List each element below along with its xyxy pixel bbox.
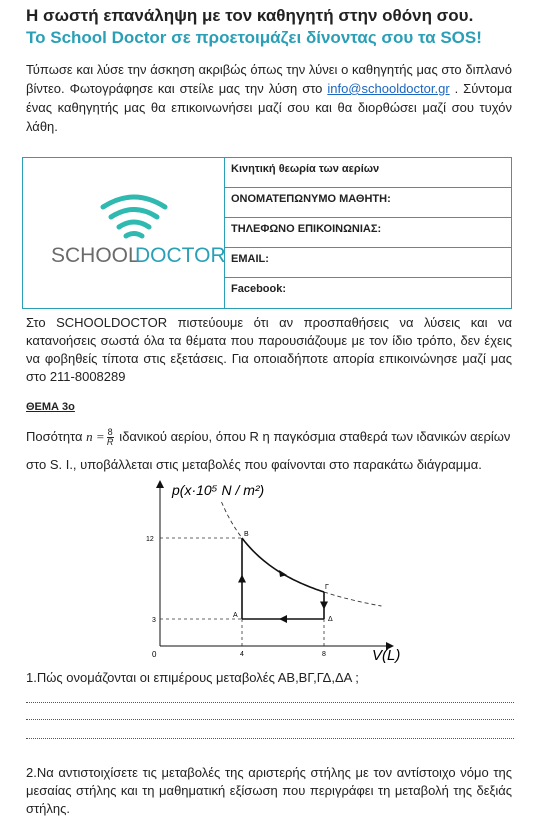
x-tick-label-4: 4 (240, 651, 244, 658)
logo-word-doctor: DOCTOR (135, 244, 226, 267)
problem-text-after: ιδανικού αερίου, όπου R η παγκόσμια σταθερά των ιδανικών αερίων (115, 429, 511, 444)
point-label-a: A (233, 612, 238, 619)
question-1: 1.Πώς ονομάζονται οι επιμέρους μεταβολές ΑΒ,ΒΓ,ΓΔ,ΔΑ ; (26, 670, 359, 685)
intro-text-after: . Σύντομα ένας καθηγητής μας θα επικοινωνήσει μαζί σου και θα διορθώσει μαζί σου τυχόν λάθη. (26, 81, 512, 134)
answer-line-1[interactable] (26, 702, 514, 703)
logo-word-school: SCHOOL (51, 244, 140, 267)
problem-line-2: στο S. I., υποβάλλεται στις μεταβολές που φαίνονται στο παρακάτω διάγραμμα. (26, 457, 482, 472)
intro-paragraph (26, 60, 512, 136)
origin-label: 0 (152, 650, 157, 659)
fraction-denominator: R (106, 437, 114, 448)
intro-text-before: Τύπωσε και λύσε την άσκηση ακριβώς όπως την λύνει ο καθηγητής μας στο διπλανό βίντεο. Φωτογράφησε και στείλε μας την λύση στο (26, 62, 512, 96)
header-title: Η σωστή επανάληψη με τον καθηγητή στην οθόνη σου. (26, 6, 474, 25)
fraction (107, 428, 114, 447)
fraction-numerator: 8 (107, 427, 113, 438)
isotherm-extension-right (324, 592, 381, 606)
pv-diagram (146, 474, 410, 669)
info-card (22, 157, 512, 309)
y-tick-label-12: 12 (146, 536, 154, 543)
field-facebook[interactable]: Facebook: (231, 283, 287, 295)
chart-marks (146, 502, 381, 658)
field-student-name[interactable]: ΟΝΟΜΑΤΕΠΩΝΥΜΟ ΜΑΘΗΤΗ: (225, 188, 511, 218)
n-symbol: n = (86, 429, 105, 444)
field-email[interactable]: EMAIL: (225, 248, 511, 278)
belief-paragraph: Στο SCHOOLDOCTOR πιστεύουμε ότι αν προσπαθήσεις να λύσεις και να κατανοήσεις σωστά όλα τα θέματα που παρουσιάζουμε με τον ίδιο τρόπο, δεν έχεις να φοβηθείς τίποτα στις εξετάσεις. Για οποιαδήποτε απορία επικοινώνησε μαζί μας στο 211-8008289 (26, 315, 512, 384)
problem-line-1 (26, 428, 512, 447)
theme-heading: ΘΕΜΑ 3ο (26, 401, 75, 413)
x-axis-label: V(L) (372, 647, 401, 664)
point-label-d: Δ (328, 616, 333, 623)
problem-text-before: Ποσότητα (26, 429, 87, 444)
logo-cell (23, 158, 225, 308)
answer-line-3[interactable] (26, 738, 514, 739)
point-label-b: B (244, 531, 249, 538)
field-phone[interactable]: ΤΗΛΕΦΩΝΟ ΕΠΙΚΟΙΝΩΝΙΑΣ: (225, 218, 511, 248)
field-topic: Κινητική θεωρία των αερίων (225, 158, 511, 188)
answer-line-2[interactable] (26, 719, 514, 720)
header-subtitle: Το School Doctor σε προετοιμάζει δίνοντας σου τα SOS! (26, 28, 482, 47)
arrow-g-to-d (320, 602, 328, 610)
question-2: 2.Να αντιστοιχίσετε τις μεταβολές της αριστερής στήλης με τον αντίστοιχο νόμο της μεσαίας στήλης και τη μαθηματική εξίσωση που περιγράφει τη μεταβολή της δεξιάς στήλης. (26, 765, 512, 816)
point-label-g: Γ (325, 584, 329, 591)
arrow-d-to-a (279, 615, 287, 623)
y-axis-label: p(x·10⁵ N / m²) (172, 482, 265, 498)
arrow-a-to-b (238, 575, 246, 583)
wifi-signal-icon (103, 197, 165, 236)
x-tick-label-8: 8 (322, 651, 326, 658)
process-b-to-g (242, 538, 324, 592)
y-tick-label-3: 3 (152, 617, 156, 624)
schooldoctor-logo (23, 158, 224, 308)
isotherm-extension-left (222, 502, 243, 538)
email-link[interactable]: info@schooldoctor.gr (327, 81, 450, 96)
